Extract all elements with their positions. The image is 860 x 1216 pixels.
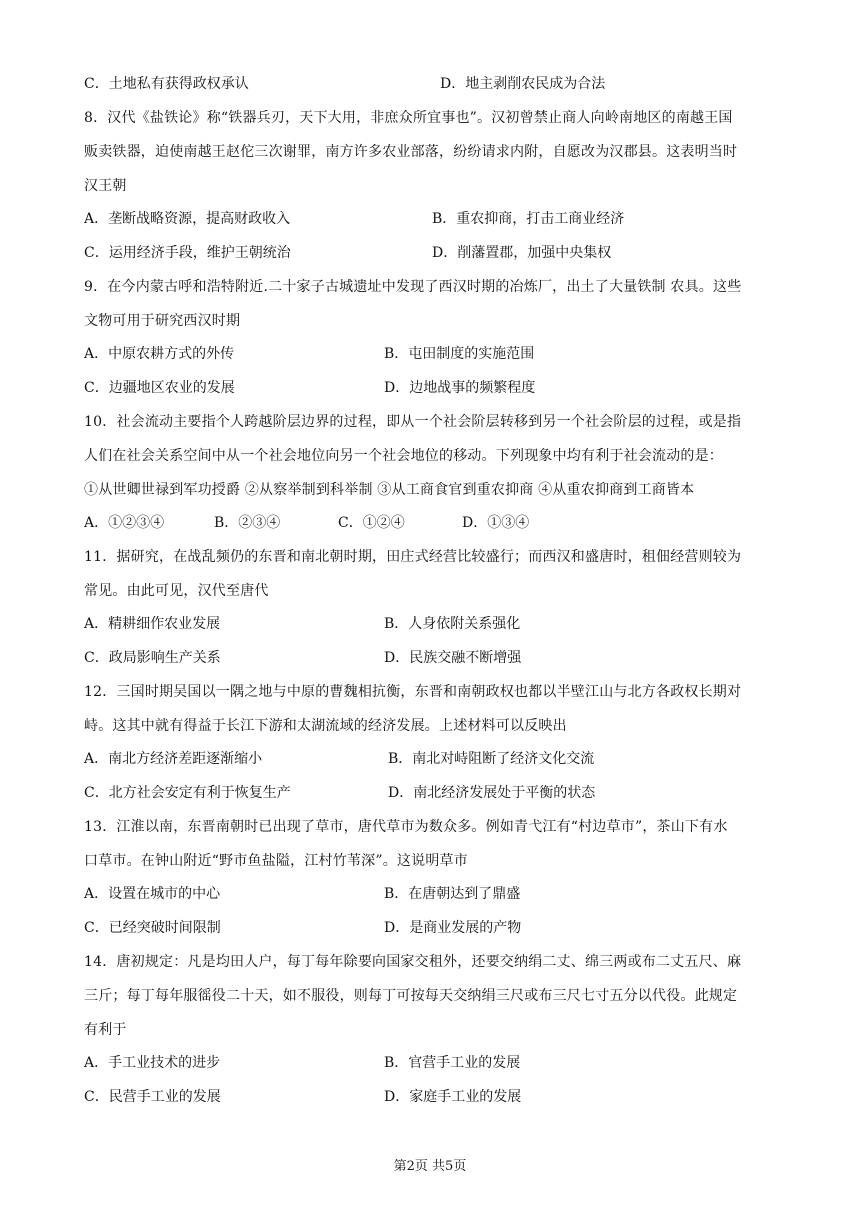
- page-footer: 第2页 共5页: [393, 1159, 467, 1174]
- q14-option-c: C．民营手工业的发展: [84, 1089, 221, 1105]
- q9-option-b: B．屯田制度的实施范围: [384, 346, 535, 362]
- q7-option-c: C．土地私有获得政权承认: [84, 76, 249, 92]
- q13-stem-line-2: 口草市。在钟山附近“野市鱼盐隘，江村竹苇深”。这说明草市: [84, 853, 468, 869]
- q7-option-d: D．地主剥削农民成为合法: [440, 76, 606, 92]
- q11-stem-line-2: 常见。由此可见，汉代至唐代: [84, 583, 269, 599]
- q12-option-a: A．南北方经济差距逐渐缩小: [84, 751, 263, 767]
- q14-option-d: D．家庭手工业的发展: [384, 1089, 522, 1105]
- q8-option-c: C．运用经济手段，维护王朝统治: [84, 245, 291, 261]
- q10-stem-line-1: 10．社会流动主要指个人跨越阶层边界的过程，即从一个社会阶层转移到另一个社会阶层的过程，或是指: [84, 414, 742, 430]
- q11-stem-line-1: 11．据研究，在战乱频仍的东晋和南北朝时期，田庄式经营比较盛行；而西汉和盛唐时，租佃经营则较为: [84, 549, 742, 565]
- q14-stem-line-3: 有利于: [84, 1022, 127, 1038]
- q13-stem-line-1: 13．江淮以南，东晋南朝时已出现了草市，唐代草市为数众多。例如青弋江有“村边草市”，茶山下有水: [84, 819, 728, 835]
- q10-stem-line-3: ①从世卿世禄到军功授爵 ②从察举制到科举制 ③从工商食官到重农抑商 ④从重农抑商到工商皆本: [84, 482, 695, 498]
- q9-stem-line-2: 文物可用于研究西汉时期: [84, 313, 241, 329]
- q8-stem-line-2: 贩卖铁器，迫使南越王赵佗三次谢罪，南方许多农业部落，纷纷请求内附，自愿改为汉郡县。这表明当时: [84, 144, 738, 160]
- q9-option-c: C．边疆地区农业的发展: [84, 380, 235, 396]
- q14-option-a: A．手工业技术的进步: [84, 1055, 221, 1071]
- q12-option-b: B．南北对峙阻断了经济文化交流: [388, 751, 595, 767]
- q13-option-a: A．设置在城市的中心: [84, 886, 221, 902]
- q11-option-d: D．民族交融不断增强: [384, 650, 522, 666]
- q8-option-a: A．垄断战略资源，提高财政收入: [84, 211, 291, 227]
- q8-stem-line-1: 8．汉代《盐铁论》称“铁器兵刃，天下大用，非庶众所宜事也”。汉初曾禁止商人向岭南地区的南越王国: [84, 110, 733, 126]
- q10-stem-line-2: 人们在社会关系空间中从一个社会地位向另一个社会地位的移动。下列现象中均有利于社会流动的是：: [84, 448, 723, 464]
- q14-stem-line-2: 三斤；每丁每年服徭役二十天，如不服役，则每丁可按每天交纳绢三尺或布三尺七寸五分以代役。此规定: [84, 988, 738, 1004]
- q13-option-b: B．在唐朝达到了鼎盛: [384, 886, 521, 902]
- q13-option-c: C．已经突破时间限制: [84, 920, 221, 936]
- q9-option-d: D．边地战事的频繁程度: [384, 380, 536, 396]
- q12-stem-line-1: 12．三国时期吴国以一隅之地与中原的曹魏相抗衡，东晋和南朝政权也都以半壁江山与北方各政权长期对: [84, 684, 742, 700]
- q11-option-c: C．政局影响生产关系: [84, 650, 221, 666]
- q8-option-d: D．削藩置郡，加强中央集权: [432, 245, 612, 261]
- q12-option-d: D．南北经济发展处于平衡的状态: [388, 785, 596, 801]
- q11-option-a: A．精耕细作农业发展: [84, 616, 221, 632]
- q12-option-c: C．北方社会安定有利于恢复生产: [84, 785, 291, 801]
- q14-stem-line-1: 14．唐初规定：凡是均田人户，每丁每年除要向国家交租外，还要交纳绢二丈、绵三两或布二丈五尺、麻: [84, 954, 742, 970]
- q8-option-b: B．重农抑商，打击工商业经济: [432, 211, 625, 227]
- q8-stem-line-3: 汉王朝: [84, 178, 127, 194]
- q10-option-c: C．①②④: [338, 515, 405, 531]
- q12-stem-line-2: 峙。这其中就有得益于长江下游和太湖流域的经济发展。上述材料可以反映出: [84, 718, 567, 734]
- q9-option-a: A．中原农耕方式的外传: [84, 346, 235, 362]
- q9-stem-line-1: 9．在今内蒙古呼和浩特附近.二十家子古城遗址中发现了西汉时期的冶炼厂，出土了大量铁制 农具。这些: [84, 279, 742, 295]
- q11-option-b: B．人身依附关系强化: [384, 616, 521, 632]
- q10-option-a: A．①②③④: [84, 515, 165, 531]
- q10-option-b: B．②③④: [214, 515, 281, 531]
- q10-option-d: D．①③④: [462, 515, 530, 531]
- q13-option-d: D．是商业发展的产物: [384, 920, 522, 936]
- q14-option-b: B．官营手工业的发展: [384, 1055, 521, 1071]
